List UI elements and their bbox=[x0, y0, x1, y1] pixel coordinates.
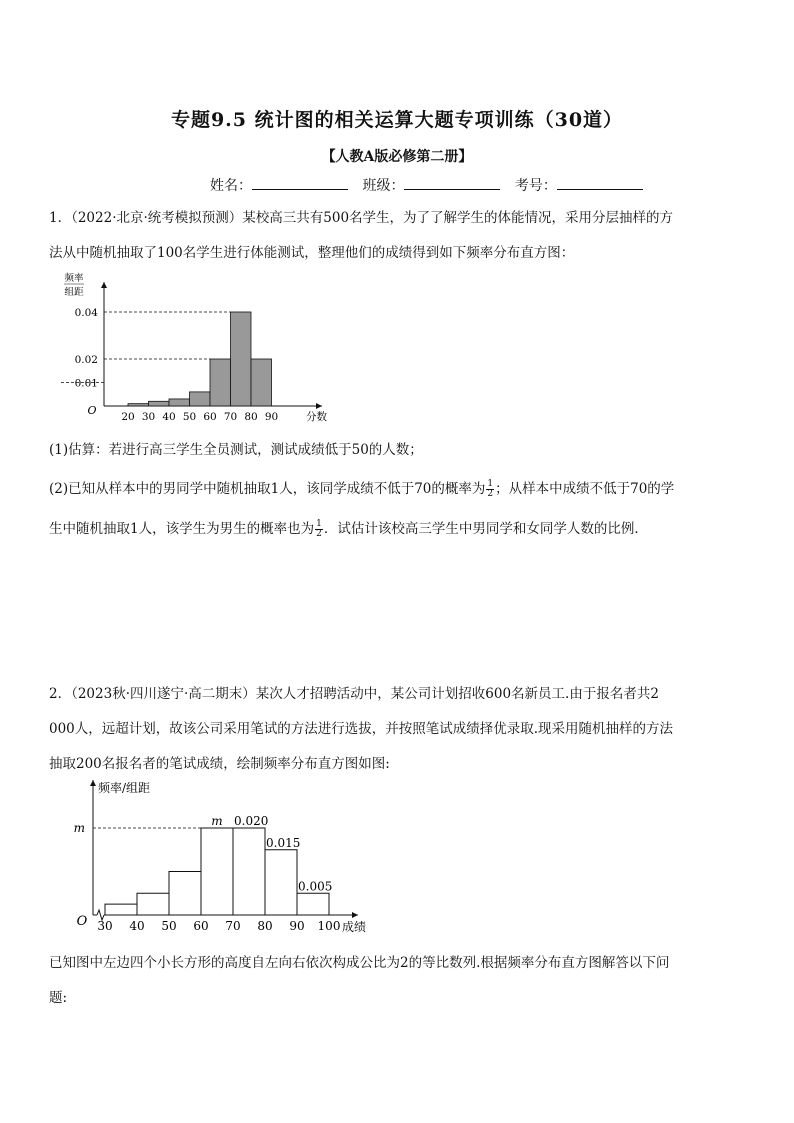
q1-intro bbox=[49, 205, 749, 266]
x-tick-label: 40 bbox=[162, 411, 176, 423]
q2-intro-line1: 2．（2023秋·四川遂宁·高二期末）某次人才招聘活动中，某公司计划招收600名新员工.由于报名者共2 bbox=[49, 686, 659, 702]
histogram-bar bbox=[137, 893, 169, 915]
histogram-bar bbox=[265, 850, 297, 915]
x-tick-label: 40 bbox=[129, 919, 145, 933]
q1-intro-line2: 法从中随机抽取了100名学生进行体能测试，整理他们的成绩得到如下频率分布直方图： bbox=[49, 245, 575, 261]
q1-part1: (1)估算：若进行高三学生全员测试，测试成绩低于50的人数； bbox=[49, 442, 423, 458]
q1-intro-line1: 1．（2022·北京·统考模拟预测）某校高三共有500名学生，为了了解学生的体能情况，采用分层抽样的方 bbox=[49, 210, 674, 226]
origin-label: O bbox=[76, 914, 88, 929]
q2-intro-line3: 抽取200名报名者的笔试成绩，绘制频率分布直方图如图: bbox=[49, 756, 390, 772]
q1-part2-line2: 生中随机抽取1人，该学生为男生的概率也为 $\frac{1}{2}$ ．试估计该校高三学生中男同学和女同学人数的比例． bbox=[49, 519, 648, 539]
x-tick-label: 80 bbox=[257, 919, 273, 933]
y-axis-label-bottom: 组距 bbox=[64, 287, 84, 298]
bar-data-label: 0.005 bbox=[298, 879, 333, 894]
exam-no-field[interactable] bbox=[557, 175, 643, 190]
y-axis-label-top: 频率 bbox=[64, 273, 84, 284]
class-label: 班级： bbox=[362, 178, 405, 194]
histogram-bar bbox=[149, 401, 170, 406]
x-tick-label: 20 bbox=[121, 411, 135, 423]
histogram-bar bbox=[233, 828, 265, 915]
bar-data-label: 0.020 bbox=[234, 814, 269, 828]
x-axis-arrow bbox=[352, 912, 358, 918]
y-axis-arrow bbox=[90, 780, 96, 786]
y-tick-label: 0.01 bbox=[74, 377, 98, 390]
x-tick-label: 80 bbox=[244, 411, 258, 423]
x-tick-label: 60 bbox=[203, 411, 217, 423]
student-info-row bbox=[210, 175, 643, 195]
fraction-half: $\frac{1}{2}$ bbox=[487, 479, 494, 499]
y-axis-label: 频率/组距 bbox=[98, 781, 151, 795]
x-tick-label: 90 bbox=[264, 411, 279, 423]
x-tick-label: 90 bbox=[289, 919, 305, 933]
histogram-bar bbox=[128, 404, 149, 406]
histogram-bar bbox=[169, 872, 201, 916]
x-tick-label: 50 bbox=[182, 411, 197, 423]
x-tick-label: 30 bbox=[141, 411, 156, 423]
y-tick-label: 0.02 bbox=[74, 354, 98, 366]
histogram-bar bbox=[210, 359, 231, 406]
q1-part2-line1: (2)已知从样本中的男同学中随机抽取1人，该同学成绩不低于70的概率为 $\frac{1}{2}$ ；从样本中成绩不低于70的学 bbox=[49, 479, 675, 499]
class-field[interactable] bbox=[404, 175, 500, 190]
page-subtitle: 【人教A版必修第二册】 bbox=[321, 149, 473, 165]
page-title: 专题9.5 统计图的相关运算大题专项训练（30道） bbox=[170, 109, 624, 131]
histogram-bar bbox=[201, 828, 233, 915]
q2-after-line1: 已知图中左边四个小长方形的高度自左向右依次构成公比为2的等比数列.根据频率分布直方图解答以下问 bbox=[49, 955, 670, 971]
x-tick-label: 30 bbox=[97, 919, 113, 933]
x-tick-label: 70 bbox=[225, 919, 241, 933]
q2-after-line2: 题: bbox=[49, 990, 68, 1006]
x-tick-label: 60 bbox=[193, 919, 209, 933]
name-label: 姓名： bbox=[210, 178, 252, 194]
bar-data-label: 0.015 bbox=[266, 835, 301, 850]
fraction-half-2: $\frac{1}{2}$ bbox=[316, 519, 322, 539]
y-axis-arrow bbox=[101, 282, 107, 288]
x-tick-label: 70 bbox=[223, 411, 238, 423]
exam-no-label: 考号： bbox=[514, 178, 557, 194]
histogram-bar bbox=[169, 399, 190, 406]
x-tick-label: 100 bbox=[317, 919, 341, 933]
x-axis-arrow bbox=[316, 403, 322, 409]
q2-intro-line2: 000人，远超计划，故该公司采用笔试的方法进行选拔，并按照笔试成绩择优录取.现采用随机抽样的方法 bbox=[49, 721, 674, 737]
x-tick-label: 50 bbox=[161, 919, 177, 933]
q1-histogram bbox=[60, 268, 360, 428]
q2-histogram bbox=[70, 772, 380, 942]
x-axis-label: 成绩 bbox=[342, 920, 367, 934]
histogram-bar bbox=[105, 904, 137, 915]
name-field[interactable] bbox=[252, 175, 348, 190]
bar-data-label: m bbox=[211, 814, 223, 828]
origin-label: O bbox=[87, 404, 97, 417]
histogram-bar bbox=[297, 893, 329, 915]
histogram-bar bbox=[231, 312, 252, 406]
q2-after bbox=[49, 950, 749, 1011]
x-axis-label: 分数 bbox=[306, 411, 327, 423]
q2-intro bbox=[49, 681, 749, 777]
y-tick-label: 0.04 bbox=[74, 307, 98, 319]
y-tick-label: m bbox=[73, 821, 85, 835]
histogram-bar bbox=[190, 392, 211, 406]
histogram-bar bbox=[251, 359, 272, 406]
